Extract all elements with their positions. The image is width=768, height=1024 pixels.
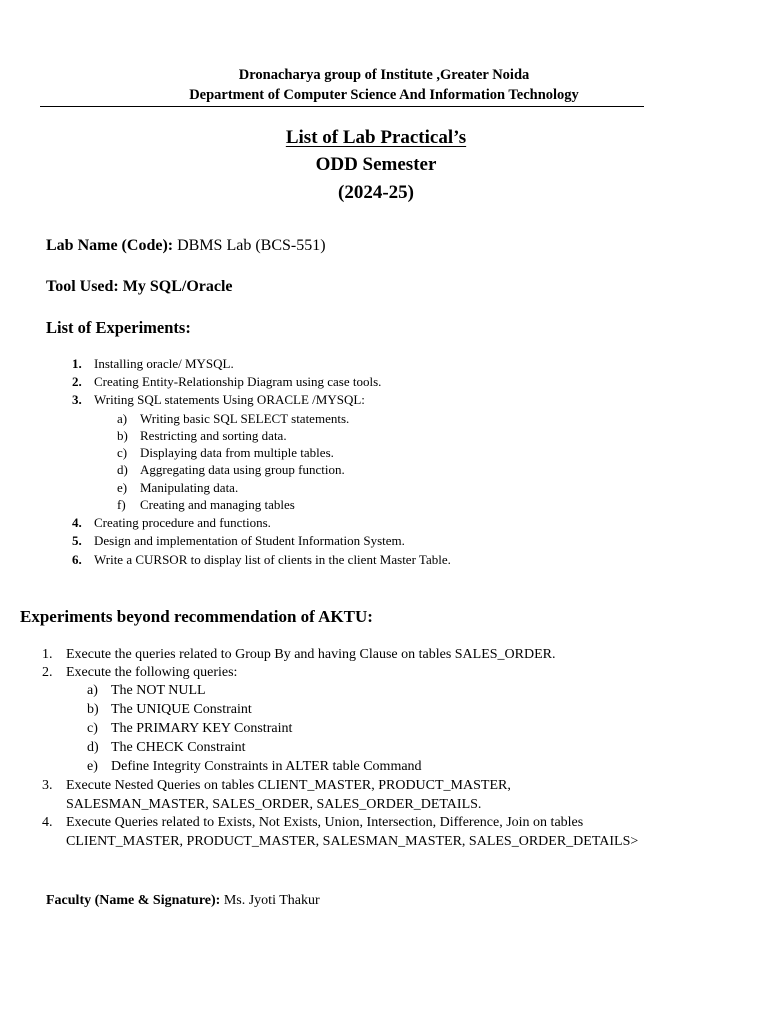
lab-name-label: Lab Name (Code): bbox=[46, 237, 174, 254]
institute-name: Dronacharya group of Institute ,Greater Noida bbox=[238, 67, 530, 83]
semester-title: ODD Semester bbox=[315, 154, 437, 175]
sub-list-item: f) Creating and managing tables bbox=[117, 497, 295, 512]
sub-list-item: a) The NOT NULL bbox=[87, 683, 206, 698]
document-title-text: List of Lab Practical’s bbox=[285, 127, 467, 148]
list-item: 1. Installing oracle/ MYSQL. bbox=[72, 356, 234, 371]
list-item-continuation: CLIENT_MASTER, PRODUCT_MASTER, SALESMAN_MASTER, SALES_ORDER_DETAILS> bbox=[66, 834, 639, 849]
sub-list-item: b) Restricting and sorting data. bbox=[117, 428, 287, 443]
list-item: 1. Execute the queries related to Group By and having Clause on tables SALES_ORDER. bbox=[42, 647, 556, 662]
sub-list-item: b) The UNIQUE Constraint bbox=[87, 702, 252, 717]
lab-name-field bbox=[46, 236, 326, 256]
list-item: 4. Execute Queries related to Exists, Not Exists, Union, Intersection, Difference, Join on tables bbox=[42, 815, 584, 830]
sub-list-item: a) Writing basic SQL SELECT statements. bbox=[117, 411, 350, 426]
faculty-field bbox=[46, 892, 320, 910]
tool-used-field: Tool Used: My SQL/Oracle bbox=[46, 278, 233, 295]
sub-list-item: c) The PRIMARY KEY Constraint bbox=[87, 721, 293, 736]
department-name: Department of Computer Science And Information Technology bbox=[189, 87, 579, 103]
experiments-heading: List of Experiments: bbox=[46, 318, 191, 337]
faculty-value: Ms. Jyoti Thakur bbox=[220, 893, 320, 908]
sub-list-item: d) The CHECK Constraint bbox=[87, 740, 246, 755]
header-divider bbox=[40, 106, 644, 107]
list-item: 3. Writing SQL statements Using ORACLE /MYSQL: bbox=[72, 392, 365, 407]
sub-list-item: e) Manipulating data. bbox=[117, 480, 239, 495]
list-item: 2. Creating Entity-Relationship Diagram using case tools. bbox=[72, 374, 382, 389]
document-title bbox=[0, 126, 752, 150]
faculty-label: Faculty (Name & Signature): bbox=[46, 893, 221, 908]
sub-list-item: d) Aggregating data using group function. bbox=[117, 462, 345, 477]
list-item: 4. Creating procedure and functions. bbox=[72, 515, 271, 530]
session-year: (2024-25) bbox=[338, 182, 414, 203]
sub-list-item: c) Displaying data from multiple tables. bbox=[117, 445, 334, 460]
list-item: 3. Execute Nested Queries on tables CLIENT_MASTER, PRODUCT_MASTER, bbox=[42, 778, 511, 793]
list-item-continuation: SALESMAN_MASTER, SALES_ORDER, SALES_ORDER_DETAILS. bbox=[66, 797, 482, 812]
beyond-aktu-heading: Experiments beyond recommendation of AKTU: bbox=[20, 607, 373, 626]
list-item: 5. Design and implementation of Student Information System. bbox=[72, 533, 405, 548]
list-item: 6. Write a CURSOR to display list of clients in the client Master Table. bbox=[72, 552, 451, 567]
lab-name-value: DBMS Lab (BCS-551) bbox=[173, 237, 326, 254]
list-item: 2. Execute the following queries: bbox=[42, 665, 238, 680]
sub-list-item: e) Define Integrity Constraints in ALTER table Command bbox=[87, 759, 422, 774]
